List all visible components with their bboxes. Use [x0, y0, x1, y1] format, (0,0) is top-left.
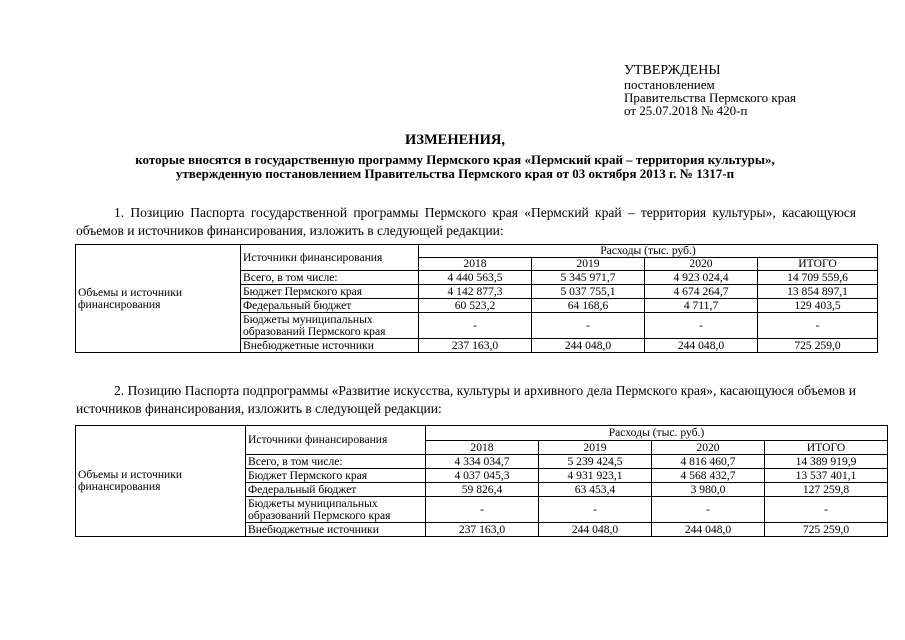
source-header: Источники финансирования: [246, 426, 426, 455]
value-cell: 4 334 034,7: [426, 455, 539, 469]
year-header: 2020: [645, 258, 758, 271]
expenses-header: Расходы (тыс. руб.): [426, 426, 888, 441]
value-cell: -: [419, 313, 532, 339]
source-cell: Бюджеты муниципальных образований Пермского края: [246, 497, 426, 523]
value-cell: -: [765, 497, 888, 523]
paragraph-text: 1. Позицию Паспорта государственной программы Пермского края «Пермский край – территория культуры», касающуюся объемов и источников финансирования, изложить в следующей редакции:: [76, 205, 856, 238]
value-cell: 4 711,7: [645, 299, 758, 313]
value-cell: 237 163,0: [419, 339, 532, 353]
value-cell: 5 345 971,7: [532, 271, 645, 285]
value-cell: 4 923 024,4: [645, 271, 758, 285]
expenses-header: Расходы (тыс. руб.): [419, 245, 878, 258]
year-header: 2018: [419, 258, 532, 271]
value-cell: 4 816 460,7: [652, 455, 765, 469]
document-subtitle: [60, 153, 850, 181]
subtitle-line: которые вносятся в государственную программу Пермского края «Пермский край – территория культуры»,: [135, 152, 775, 167]
source-header: Источники финансирования: [241, 245, 419, 271]
value-cell: 14 389 919,9: [765, 455, 888, 469]
source-cell: Федеральный бюджет: [241, 299, 419, 313]
year-header: 2020: [652, 441, 765, 455]
source-cell: Бюджеты муниципальных образований Пермского края: [241, 313, 419, 339]
value-cell: 244 048,0: [652, 523, 765, 537]
row-label: Объемы и источники финансирования: [76, 426, 246, 537]
value-cell: 63 453,4: [539, 483, 652, 497]
value-cell: 64 168,6: [532, 299, 645, 313]
total-header: ИТОГО: [765, 441, 888, 455]
value-cell: 3 980,0: [652, 483, 765, 497]
value-cell: -: [645, 313, 758, 339]
value-cell: -: [539, 497, 652, 523]
value-cell: 5 037 755,1: [532, 285, 645, 299]
value-cell: 4 440 563,5: [419, 271, 532, 285]
value-cell: 725 259,0: [758, 339, 878, 353]
approval-title: УТВЕРЖДЕНЫ: [624, 63, 721, 78]
value-cell: -: [426, 497, 539, 523]
year-header: 2019: [539, 441, 652, 455]
paragraph-text: 2. Позицию Паспорта подпрограммы «Развитие искусства, культуры и архивного дела Пермского края», касающуюся объемов и источников финансирования, изложить в следующей редакции:: [76, 383, 856, 416]
source-cell: Бюджет Пермского края: [241, 285, 419, 299]
source-cell: Федеральный бюджет: [246, 483, 426, 497]
document-title: ИЗМЕНЕНИЯ,: [405, 132, 505, 148]
approval-line: Правительства Пермского края: [624, 90, 796, 105]
value-cell: 4 142 877,3: [419, 285, 532, 299]
section-paragraph: [76, 382, 856, 418]
year-header: 2018: [426, 441, 539, 455]
value-cell: 5 239 424,5: [539, 455, 652, 469]
approval-block: [624, 63, 796, 117]
value-cell: 237 163,0: [426, 523, 539, 537]
value-cell: -: [652, 497, 765, 523]
financing-table: [75, 244, 878, 353]
value-cell: 4 037 045,3: [426, 469, 539, 483]
section-paragraph: [76, 204, 856, 240]
value-cell: 244 048,0: [645, 339, 758, 353]
financing-table: [75, 425, 888, 537]
approval-line: от 25.07.2018 № 420-п: [624, 103, 748, 118]
value-cell: 127 259,8: [765, 483, 888, 497]
row-label: Объемы и источники финансирования: [76, 245, 241, 353]
value-cell: 59 826,4: [426, 483, 539, 497]
value-cell: -: [758, 313, 878, 339]
year-header: 2019: [532, 258, 645, 271]
value-cell: 129 403,5: [758, 299, 878, 313]
source-cell: Внебюджетные источники: [241, 339, 419, 353]
value-cell: -: [532, 313, 645, 339]
value-cell: 4 674 264,7: [645, 285, 758, 299]
value-cell: 13 854 897,1: [758, 285, 878, 299]
source-cell: Всего, в том числе:: [246, 455, 426, 469]
total-header: ИТОГО: [758, 258, 878, 271]
value-cell: 60 523,2: [419, 299, 532, 313]
approval-line: постановлением: [624, 77, 715, 92]
value-cell: 244 048,0: [539, 523, 652, 537]
source-cell: Всего, в том числе:: [241, 271, 419, 285]
source-cell: Внебюджетные источники: [246, 523, 426, 537]
subtitle-line: утвержденную постановлением Правительства Пермского края от 03 октября 2013 г. № 1317-п: [175, 166, 735, 181]
value-cell: 4 931 923,1: [539, 469, 652, 483]
source-cell: Бюджет Пермского края: [246, 469, 426, 483]
value-cell: 14 709 559,6: [758, 271, 878, 285]
value-cell: 725 259,0: [765, 523, 888, 537]
value-cell: 244 048,0: [532, 339, 645, 353]
value-cell: 4 568 432,7: [652, 469, 765, 483]
value-cell: 13 537 401,1: [765, 469, 888, 483]
